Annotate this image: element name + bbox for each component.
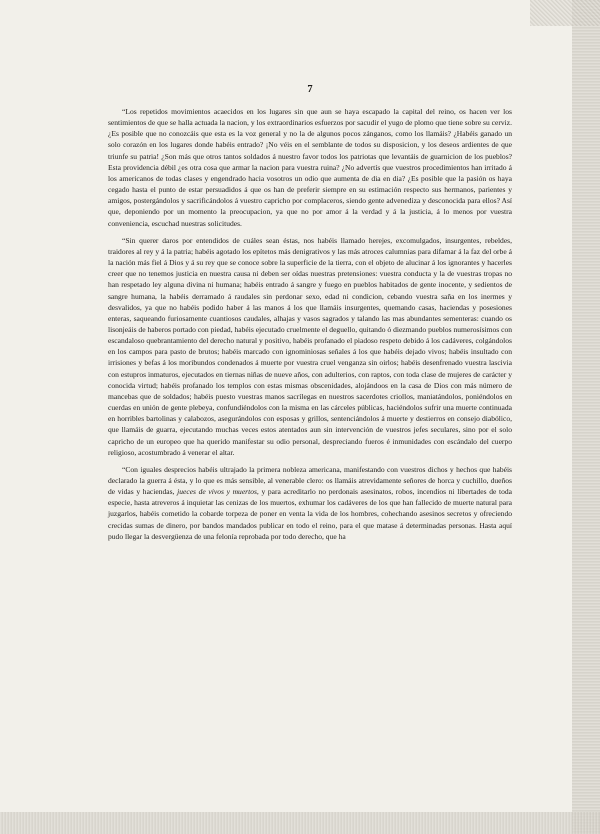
scan-edge-right: [572, 0, 600, 834]
paragraph-3: [108, 464, 512, 542]
document-page: [108, 84, 512, 548]
paragraph-1-text: “Los repetidos movimientos acaecidos en los lugares sin que aun se haya escapado la capital del reino, os hacen ver los sentimientos de que se halla actuada la nacion, y los extraordinarios esfuerzos por sacudir el yugo de plomo que tiene sobre su cerviz. ¿Es posible que no conozcáis que esta es la voz general y no la de algunos pocos zánganos, como los llamáis? ¿Habéis ganado un solo corazón en los lugares donde habéis entrado? ¡No véis en el semblante de todos su disposicion, y los deseos ardientes de que triunfe su patria! ¿Son más que otros tantos soldados á nuestro favor todos los patriotas que levantáis de guarnicion de los pueblos? Esta providencia débil ¿es otra cosa que armar la nacion para vuestra ruina? ¿No advertís que vuestros procedimientos han irritado á los americanos de todas clases y engendrado hacia vosotros un odio que aumenta de dia en dia? ¿Es posible que la pasión os haya cegado hasta el punto de estar persuadidos á que os han de preferir siempre en su estimación respecto sus hermanos, parientes y amigos, postergándolos y sacrificándolos á vuestro capricho por complaceros, siendo gente advenediza y desconocida para ellos? Así que, deponiendo por un momento la preocupacion, ya que no por amor á la verdad y á la justicia, á lo menos por vuestra conveniencia, escuchad nuestras solicitudes.: [108, 107, 512, 228]
paragraph-3-text-end: y para acreditarlo no perdonais asesinatos, robos, incendios ni libertades de toda especie, hasta atreveros á inquietar las cenizas de los muertos, exhumar los cadáveres de los que han fallecido de muerte natural para juzgarlos, habéis cometido la cobarde torpeza de poner en venta la vida de los hombres, cohechando asesinos secretos y ofreciendo crecidas sumas de dinero, por bandos mandados publicar en todo el reino, para el que matase á determinadas personas. Hasta aquí pudo llegar la desvergüenza de una felonía reprobada por todo derecho, que ha: [108, 487, 512, 541]
paragraph-3-italic: jueces de vivos y muertos,: [177, 487, 259, 497]
scan-edge-bottom: [0, 812, 600, 834]
paragraph-1: [108, 106, 512, 229]
paragraph-2: [108, 235, 512, 458]
page-number: 7: [307, 84, 313, 95]
paragraph-2-text: “Sin querer daros por entendidos de cuáles sean éstas, nos habéis llamado herejes, excomulgados, insurgentes, rebeldes, traidores al rey y á la patria; habéis agotado los epítetos más denigrativos y las más atroces calumnias para difamar á la faz del orbe á la nación más fiel á Dios y á su rey que se conoce sobre la superficie de la tierra, con el objeto de alucinar á los ignorantes y hacerles creer que no tenemos justicia en nuestra causa ni deben ser oídas nuestras pretensiones: vuestra conducta y la de vuestras tropas no han respetado ley alguna divina ni humana; habéis entrado á sangre y fuego en pueblos habitados de gente inocente, y sedientos de sangre humana, la habéis derramado á raudales sin perdonar sexo, edad ni condicion, cebando vuestra saña en los inermes y desvalidos, ya que no habéis podido haber á las manos á los que llamáis insurgentes, quemando casas, haciendas y posesiones enteras, saqueando furiosamente cuantiosos caudales, alhajas y vasos sagrados y talando las mas abundantes sementeras: cuando os lisonjeáis de haberos portado con piedad, habéis ejecutado cruelmente el deguello, quitando ó diezmando pueblos numerosísimos con escandaloso quebrantamiento del derecho natural y positivo, habéis profanado el piadoso respeto debido á los cadáveres, colgándolos en los campos para pasto de brutos; habéis marcado con ignominiosas señales á los que habéis dejado vivos; habéis insultado con irrisiones y befas á los moribundos condenados á muerte por vuestra cruel venganza sin oirlos; habéis desenfrenado vuestra lascivia con estupros inmaturos, ejecutados en tiernas niñas de nueve años, con adulterios, con raptos, con toda clase de mujeres de carácter y conocida virtud; habéis profanado los templos con estas mismas obscenidades, alojándoos en la casa de Dios con más número de mancebas que de soldados; habéis puesto vuestras manos sacrílegas en nuestros sacerdotes criollos, maniatándolos, poniéndolos en cuerdas en unión de gente plebeya, confundiéndolos con la misma en las cárceles públicas, haciéndolos sufrir una muerte continuada en horribles bartolinas y calabozos, asegurándolos con esposas y grillos, sentenciándolos á muerte y destierros en consejo diabólico, que llamáis de guarra, ejecutando muchas veces estos atentados aun sin intervención de vuestros jefes seculares, sino por el solo capricho de un europeo que ha querido manifestar su odio personal, despreciando fueros é inmunidades con escándalo del cuerpo religioso, acostumbrado á venerar el altar.: [108, 235, 512, 457]
scan-corner: [530, 0, 600, 26]
paragraph-3-text: “Con iguales desprecios habéis ultrajado la primera nobleza americana, manifestando con vuestros dichos y hechos que habéis declarado la guerra á ésta, y lo que es más sensible, al venerable clero: os llamáis atrevidamente señores de horca y cuchillo, dueños de vidas y haciendas,: [108, 464, 512, 497]
